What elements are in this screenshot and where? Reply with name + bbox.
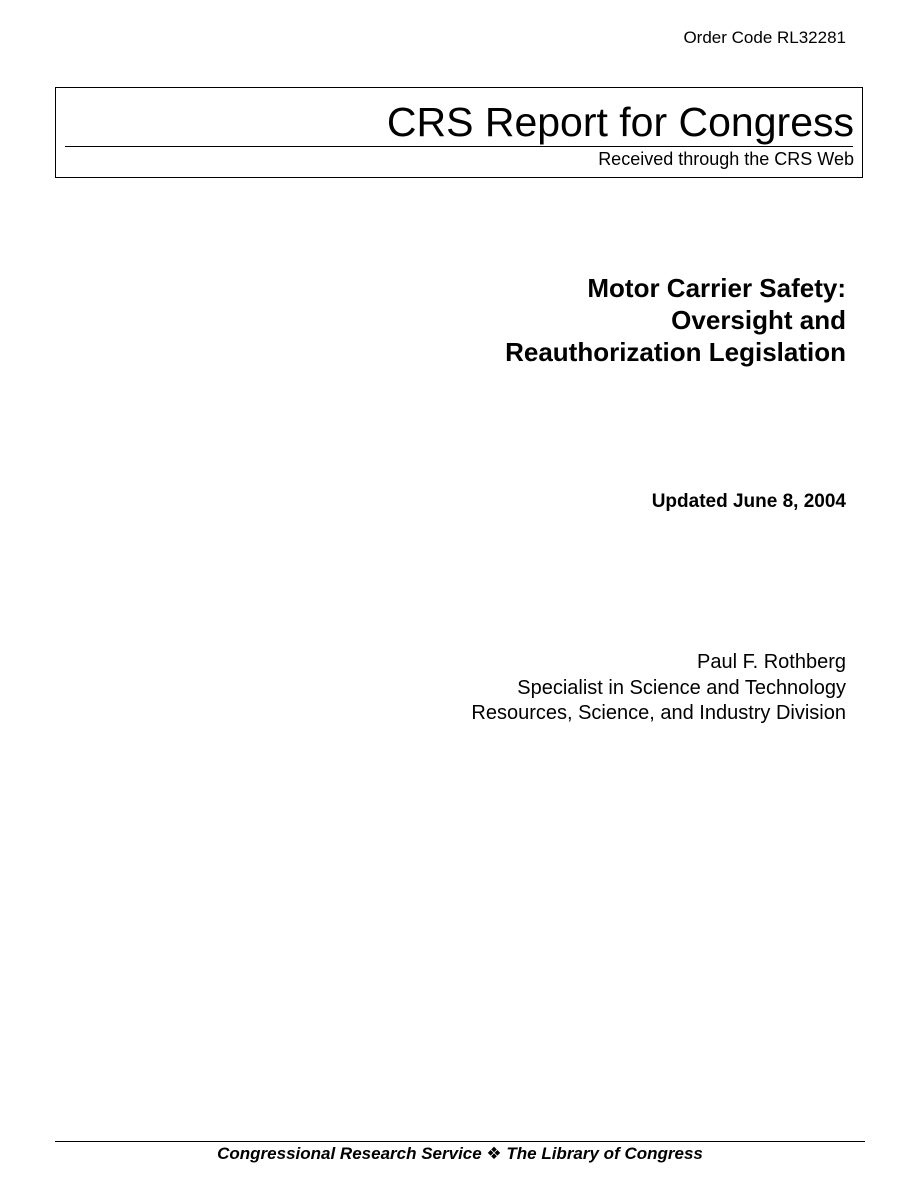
report-title-line: Oversight and bbox=[671, 305, 846, 335]
report-series-subtitle: Received through the CRS Web bbox=[598, 149, 854, 169]
report-header-box bbox=[55, 87, 863, 178]
author-name: Paul F. Rothberg bbox=[697, 651, 846, 673]
footer-divider bbox=[55, 1141, 865, 1142]
report-title-line: Reauthorization Legislation bbox=[505, 337, 846, 367]
author-position: Specialist in Science and Technology bbox=[517, 676, 846, 699]
report-title-line: Motor Carrier Safety: bbox=[587, 273, 846, 303]
author-block bbox=[471, 650, 846, 727]
report-series-title: CRS Report for Congress bbox=[386, 99, 854, 145]
report-title bbox=[505, 272, 846, 368]
author-division: Resources, Science, and Industry Division bbox=[471, 702, 846, 724]
header-divider bbox=[65, 146, 853, 147]
order-code: Order Code RL32281 bbox=[683, 28, 846, 47]
updated-date: Updated June 8, 2004 bbox=[651, 491, 846, 512]
footer-text: Congressional Research Service ❖ The Library of Congress bbox=[217, 1144, 703, 1163]
